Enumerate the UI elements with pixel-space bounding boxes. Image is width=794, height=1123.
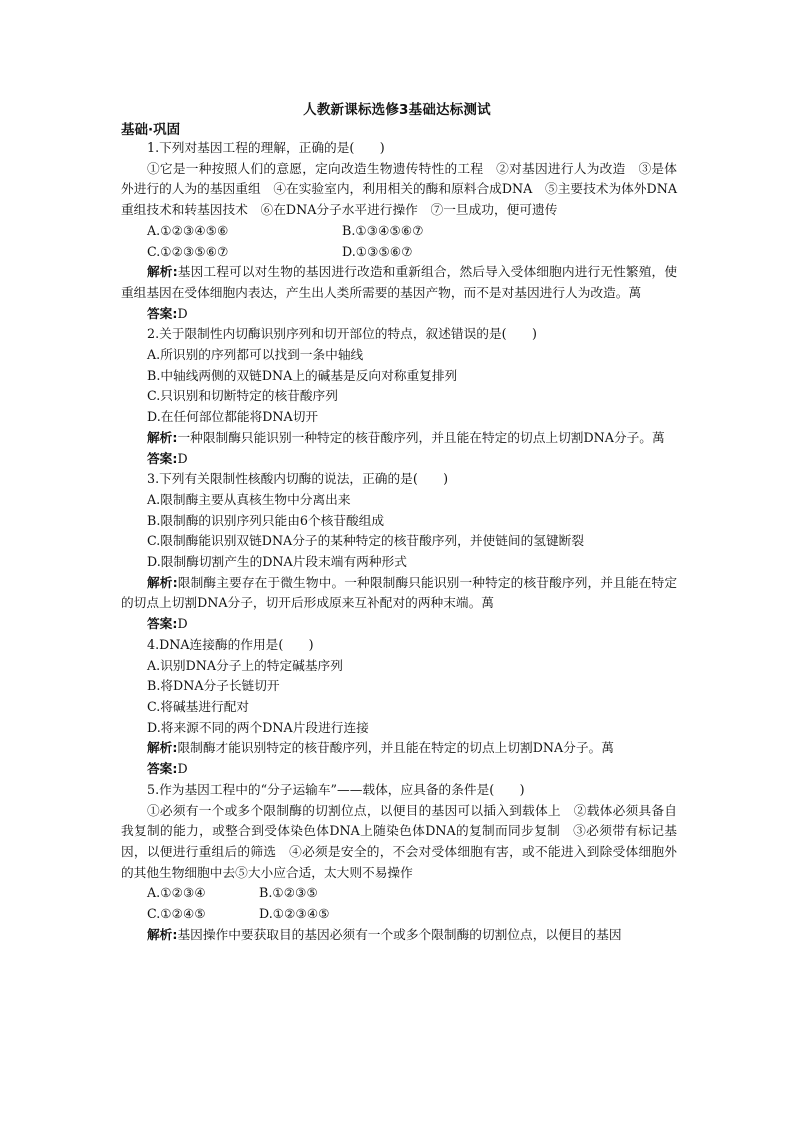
q5-option-a: A.①②③④ [147, 885, 206, 901]
q3-analysis [121, 573, 677, 614]
analysis-label: 解析: [147, 926, 178, 942]
q4-analysis-text: 限制酶才能识别特定的核苷酸序列，并且能在特定的切点上切割DNA分子。萬 [177, 740, 614, 756]
q4-answer-value: D [177, 761, 188, 777]
q2-analysis-text: 一种限制酶只能识别一种特定的核苷酸序列，并且能在特定的切点上切割DNA分子。萬 [177, 429, 665, 445]
answer-label: 答案: [147, 616, 178, 632]
q4-analysis [121, 738, 677, 759]
q2-option-c: C.只识别和切断特定的核苷酸序列 [147, 388, 338, 404]
analysis-label: 解析: [147, 429, 178, 445]
q4-option-c: C.将碱基进行配对 [147, 698, 250, 714]
q5-option-b: B.①②③⑤ [259, 885, 318, 901]
q2-analysis [121, 428, 677, 449]
q4-option-a: A.识别DNA分子上的特定碱基序列 [147, 657, 343, 673]
q4-option-d: D.将来源不同的两个DNA片段进行连接 [147, 719, 369, 735]
analysis-label: 解析: [147, 264, 178, 280]
q5-option-c: C.①②④⑤ [147, 906, 206, 922]
q2-option-b: B.中轴线两侧的双链DNA上的碱基是反向对称重复排列 [147, 367, 458, 383]
q5-body: ①必须有一个或多个限制酶的切割位点，以便目的基因可以插入到载体上 ②载体必须具备自我复制的能力，或整合到受体染色体DNA上随染色体DNA的复制而同步复制 ③必须带有标记基因，以便进行重组后的筛选 ④必须是安全的，不会对受体细胞有害，或不能进入到除受体细胞外的其他生物细胞中去⑤大小应合适，太大则不易操作 [121, 802, 677, 880]
q5-stem: 5.作为基因工程中的“分子运输车”——载体，应具备的条件是( ) [147, 781, 525, 797]
q4-stem: 4.DNA连接酶的作用是( ) [147, 636, 314, 652]
document-body [121, 138, 677, 945]
q5-analysis-text: 基因操作中要获取目的基因必须有一个或多个限制酶的切割位点，以便目的基因 [177, 926, 622, 942]
q1-body: ①它是一种按照人们的意愿，定向改造生物遗传特性的工程 ②对基因进行人为改造 ③是体外进行的人为的基因重组 ④在实验室内，利用相关的酶和原料合成DNA ⑤主要技术为体外DNA重组技术和转基因技术 ⑥在DNA分子水平进行操作 ⑦一旦成功，便可遗传 [121, 160, 677, 218]
section-heading: 基础·巩固 [121, 122, 181, 138]
answer-label: 答案: [147, 450, 178, 466]
answer-label: 答案: [147, 761, 178, 777]
q3-analysis-text: 限制酶主要存在于微生物中。一种限制酶只能识别一种特定的核苷酸序列，并且能在特定的切点上切割DNA分子，切开后形成原来互补配对的两种末端。萬 [121, 574, 678, 611]
q5-option-d: D.①②③④⑤ [259, 906, 330, 922]
q3-answer [121, 614, 677, 635]
page-title: 人教新课标选修3基础达标测试 [303, 102, 491, 118]
q2-option-a: A.所识别的序列都可以找到一条中轴线 [147, 347, 364, 363]
q5-options-row-1 [121, 883, 677, 904]
q1-analysis-text: 基因工程可以对生物的基因进行改造和重新组合，然后导入受体细胞内进行无性繁殖，使重组基因在受体细胞内表达，产生出人类所需要的基因产物，而不是对基因进行人为改造。萬 [121, 264, 678, 300]
q1-option-d: D.①③⑤⑥⑦ [342, 243, 413, 259]
q1-answer-value: D [177, 305, 188, 321]
q4-option-b: B.将DNA分子长链切开 [147, 678, 280, 694]
q3-option-d: D.限制酶切割产生的DNA片段末端有两种形式 [147, 554, 407, 570]
q1-stem: 1.下列对基因工程的理解，正确的是( ) [147, 140, 385, 155]
q5-options-row-2 [121, 904, 677, 925]
q3-answer-value: D [177, 616, 188, 632]
analysis-label: 解析: [147, 574, 178, 590]
q5-analysis [121, 925, 677, 946]
q1-option-c: C.①②③⑤⑥⑦ [147, 243, 229, 259]
q3-option-a: A.限制酶主要从真核生物中分离出来 [147, 491, 351, 507]
q2-answer-value: D [177, 450, 188, 466]
q1-options-row-2 [121, 242, 677, 263]
analysis-label: 解析: [147, 740, 178, 756]
q3-option-b: B.限制酶的识别序列只能由6个核苷酸组成 [147, 512, 385, 528]
q3-option-c: C.限制酶能识别双链DNA分子的某种特定的核苷酸序列，并使链间的氢键断裂 [147, 533, 585, 549]
q2-stem: 2.关于限制性内切酶识别序列和切开部位的特点，叙述错误的是( ) [147, 326, 537, 342]
answer-label: 答案: [147, 305, 178, 321]
q4-answer [121, 759, 677, 780]
q1-analysis [121, 262, 677, 303]
q1-options-row-1 [121, 221, 677, 242]
q1-option-a: A.①②③④⑤⑥ [147, 222, 229, 238]
q1-option-b: B.①③④⑤⑥⑦ [342, 222, 424, 238]
q3-stem: 3.下列有关限制性核酸内切酶的说法，正确的是( ) [147, 471, 449, 487]
q2-option-d: D.在任何部位都能将DNA切开 [147, 409, 319, 425]
q2-answer [121, 449, 677, 470]
q1-answer [121, 304, 677, 325]
